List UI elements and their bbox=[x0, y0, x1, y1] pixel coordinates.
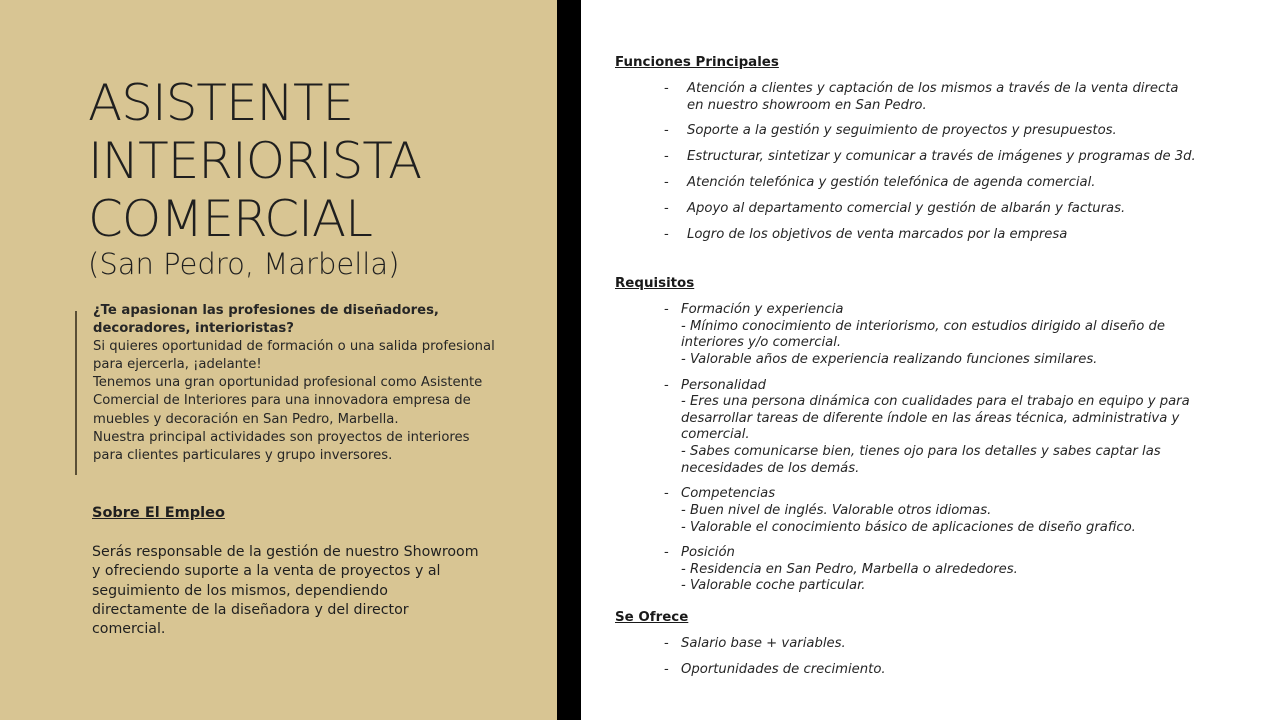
title-line: COMERCIAL bbox=[88, 190, 372, 248]
requisitos-heading: Requisitos bbox=[615, 276, 695, 291]
requisito-title: - Formación y experiencia bbox=[681, 302, 844, 317]
requisito-detail: - Residencia en San Pedro, Marbella o alrededores. bbox=[681, 561, 1018, 577]
requisito-detail: - Valorable coche particular. bbox=[681, 578, 866, 594]
list-item: - Salario base + variables. bbox=[681, 636, 1181, 653]
ofrece-list bbox=[681, 636, 1181, 688]
requisito-detail: - Sabes comunicarse bien, tienes ojo para los detalles y sabes captar las necesidades de los demás. bbox=[681, 443, 1161, 476]
requisito-detail: - Valorable el conocimiento básico de aplicaciones de diseño grafico. bbox=[681, 519, 1136, 535]
title-line: INTERIORISTA bbox=[88, 132, 422, 190]
ofrece-heading: Se Ofrece bbox=[615, 610, 689, 625]
requisito-detail: - Mínimo conocimiento de interiorismo, con estudios dirigido al diseño de interiores y/o comercial. bbox=[681, 318, 1165, 351]
list-item: - Atención a clientes y captación de los mismos a través de la venta directa en nuestro showroom en San Pedro. bbox=[687, 81, 1197, 114]
requisito-title: - Posición bbox=[681, 545, 735, 561]
sobre-empleo-heading: Sobre El Empleo bbox=[92, 505, 225, 521]
sobre-empleo-body: Serás responsable de la gestión de nuestro Showroom y ofreciendo suporte a la venta de proyectos y al seguimiento de los mismos, dependiendo directamente de la diseñadora y del director comercial. bbox=[92, 544, 479, 638]
divider-bar bbox=[557, 0, 581, 720]
intro-paragraph: Tenemos una gran oportunidad profesional como Asistente Comercial de Interiores para una innovadora empresa de muebles y decoración en San Pedro, Marbella. bbox=[93, 375, 483, 427]
list-item: - Atención telefónica y gestión telefónica de agenda comercial. bbox=[687, 175, 1197, 192]
list-item bbox=[681, 378, 1201, 478]
intro-paragraph: Nuestra principal actividades son proyectos de interiores para clientes particulares y grupo inversores. bbox=[93, 429, 470, 463]
requisito-detail: - Valorable años de experiencia realizando funciones similares. bbox=[681, 351, 1098, 367]
list-item: - Oportunidades de crecimiento. bbox=[681, 662, 1181, 679]
intro-accent-rule bbox=[75, 311, 77, 475]
requisito-detail: - Buen nivel de inglés. Valorable otros idiomas. bbox=[681, 502, 992, 518]
list-item bbox=[681, 545, 1201, 595]
list-item: - Estructurar, sintetizar y comunicar a través de imágenes y programas de 3d. bbox=[687, 149, 1197, 166]
requisito-title: - Competencias bbox=[681, 486, 776, 502]
list-item bbox=[681, 302, 1201, 368]
title-line: ASISTENTE bbox=[88, 74, 354, 132]
funciones-list bbox=[687, 81, 1197, 252]
requisito-title: - Personalidad bbox=[681, 377, 767, 393]
list-item: - Apoyo al departamento comercial y gestión de albarán y facturas. bbox=[687, 201, 1197, 218]
requisitos-list bbox=[681, 302, 1201, 604]
intro-paragraph: Si quieres oportunidad de formación o una salida profesional para ejercerla, ¡adelante! bbox=[93, 339, 495, 373]
list-item: - Soporte a la gestión y seguimiento de proyectos y presupuestos. bbox=[687, 123, 1197, 140]
job-title bbox=[88, 74, 548, 281]
intro-text bbox=[93, 302, 503, 465]
funciones-heading: Funciones Principales bbox=[615, 55, 779, 70]
list-item bbox=[681, 486, 1201, 536]
intro-question: ¿Te apasionan las profesiones de diseñadores, decoradores, interioristas? bbox=[93, 303, 439, 337]
requisito-detail: - Eres una persona dinámica con cualidades para el trabajo en equipo y para desarrollar tareas de diferente índole en las áreas técnica, administrativa y comercial. bbox=[681, 394, 1190, 443]
list-item: - Logro de los objetivos de venta marcados por la empresa bbox=[687, 227, 1197, 244]
job-location: (San Pedro, Marbella) bbox=[88, 247, 400, 281]
